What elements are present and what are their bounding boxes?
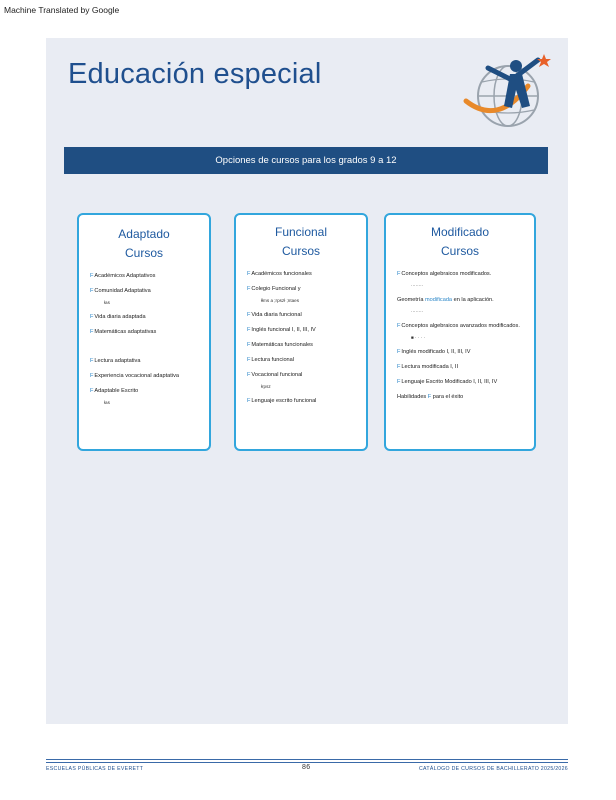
bullet-glyph: F xyxy=(247,286,251,292)
course-subline: łłms a ;rpszł ;ntaes xyxy=(261,298,300,303)
course-list xyxy=(79,273,209,406)
course-item xyxy=(397,349,528,356)
bullet-glyph: F xyxy=(247,372,251,378)
course-subline: ········ xyxy=(411,309,424,314)
course-list xyxy=(386,271,534,401)
course-list xyxy=(236,271,366,405)
course-name: Experiencia vocacional adaptativa xyxy=(94,373,180,379)
course-name-part: en la aplicación. xyxy=(452,297,494,303)
course-name: Lectura adaptativa xyxy=(94,358,141,364)
course-name: Lectura modificada I, II xyxy=(401,364,459,370)
card-heading-line1: Adaptado xyxy=(118,227,170,241)
course-item xyxy=(90,388,203,406)
course-item xyxy=(90,358,203,365)
functional-courses-card xyxy=(234,213,368,451)
course-item xyxy=(247,357,360,364)
course-name: Lenguaje Escrito Modificado I, II, III, IV xyxy=(401,379,498,385)
footer-catalog-title: CATÁLOGO DE CURSOS DE BACHILLERATO 2025/2026 xyxy=(419,766,568,772)
course-name-part: Habilidades xyxy=(397,394,428,400)
card-heading xyxy=(79,225,209,263)
bullet-glyph: F xyxy=(247,357,251,363)
course-item xyxy=(397,394,528,401)
bullet-glyph: F xyxy=(90,388,94,394)
course-item xyxy=(247,327,360,334)
course-item xyxy=(397,323,528,341)
bullet-glyph: F xyxy=(90,273,94,279)
page-title: Educación especial xyxy=(68,58,322,90)
page-number: 86 xyxy=(302,764,311,771)
machine-translated-note: Machine Translated by Google xyxy=(4,5,120,15)
course-name: Vocacional funcional xyxy=(251,372,303,378)
course-name: Lectura funcional xyxy=(251,357,295,363)
course-item xyxy=(397,271,528,289)
course-name: Colegio Funcional y xyxy=(251,286,301,292)
course-item xyxy=(397,297,528,315)
bullet-glyph: F xyxy=(90,329,94,335)
list-spacer xyxy=(90,344,203,358)
course-name-part: F xyxy=(427,394,432,400)
course-name: Inglés funcional I, II, III, IV xyxy=(251,327,316,333)
course-item xyxy=(90,373,203,380)
course-item xyxy=(247,372,360,390)
card-heading-line2: Cursos xyxy=(124,246,163,260)
course-item xyxy=(247,398,360,405)
course-name-part: para el éxito xyxy=(431,394,464,400)
modified-courses-card xyxy=(384,213,536,451)
grades-banner: Opciones de cursos para los grados 9 a 12 xyxy=(64,147,548,174)
content-panel xyxy=(46,38,568,724)
card-heading-line2: Cursos xyxy=(281,244,320,258)
bullet-glyph: F xyxy=(397,379,401,385)
bullet-glyph: F xyxy=(90,288,94,294)
course-name: Lenguaje escrito funcional xyxy=(251,398,317,404)
course-item xyxy=(90,329,203,336)
course-item xyxy=(397,364,528,371)
bullet-glyph: F xyxy=(90,358,94,364)
course-item xyxy=(247,271,360,278)
footer-district: ESCUELAS PÚBLICAS DE EVERETT xyxy=(46,766,144,772)
bullet-glyph: F xyxy=(247,398,251,404)
course-subline: łas xyxy=(104,400,110,405)
course-name: Académicos funcionales xyxy=(251,271,312,277)
course-subline: łrpsz xyxy=(261,384,271,389)
course-item xyxy=(397,379,528,386)
bullet-glyph: F xyxy=(247,327,251,333)
card-heading-line1: Modificado xyxy=(430,225,490,239)
course-subline: łas xyxy=(104,300,110,305)
bullet-glyph: F xyxy=(247,342,251,348)
bullet-glyph: F xyxy=(247,312,251,318)
card-heading-line2: Cursos xyxy=(440,244,479,258)
course-item xyxy=(247,342,360,349)
bullet-glyph: F xyxy=(397,349,401,355)
bullet-glyph: F xyxy=(397,271,401,277)
course-item xyxy=(247,286,360,304)
course-name: Académicos Adaptativos xyxy=(94,273,156,279)
course-name: Vida diaria funcional xyxy=(251,312,302,318)
footer-rule xyxy=(46,759,568,760)
bullet-glyph: F xyxy=(90,314,94,320)
course-item xyxy=(90,288,203,306)
footer-rule xyxy=(46,762,568,763)
course-subline: ■ · · · · xyxy=(411,335,425,340)
district-logo xyxy=(458,46,556,136)
course-name: Comunidad Adaptativa xyxy=(94,288,151,294)
course-name: Adaptable Escrito xyxy=(94,388,139,394)
course-name-part: modificada xyxy=(424,297,453,303)
course-item xyxy=(247,312,360,319)
course-name: Matemáticas adaptativas xyxy=(94,329,157,335)
course-subline: ········ xyxy=(411,283,424,288)
course-name-part: Geometría xyxy=(397,297,425,303)
bullet-glyph: F xyxy=(397,364,401,370)
course-name: Conceptos algebraicos modificados. xyxy=(401,271,492,277)
bullet-glyph: F xyxy=(397,323,401,329)
bullet-glyph: F xyxy=(90,373,94,379)
card-heading xyxy=(236,223,366,261)
bullet-glyph: F xyxy=(247,271,251,277)
course-item xyxy=(90,314,203,321)
course-item xyxy=(90,273,203,280)
card-heading xyxy=(386,223,534,261)
adapted-courses-card xyxy=(77,213,211,451)
course-name: Vida diaria adaptada xyxy=(94,314,146,320)
course-name: Inglés modificado I, II, III, IV xyxy=(401,349,471,355)
card-heading-line1: Funcional xyxy=(274,225,328,239)
course-name: Matemáticas funcionales xyxy=(251,342,313,348)
course-name: Conceptos algebraicos avanzados modificados. xyxy=(401,323,520,329)
